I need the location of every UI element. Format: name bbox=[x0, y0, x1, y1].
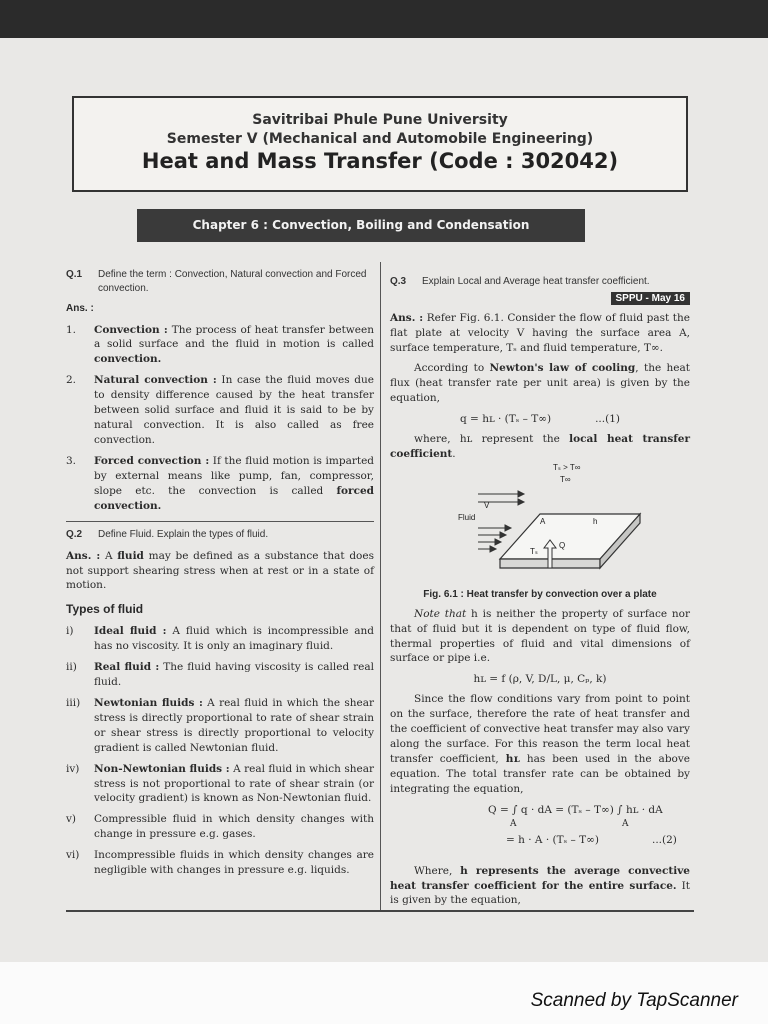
figure-caption: Fig. 6.1 : Heat transfer by convection over a plate bbox=[423, 588, 657, 600]
question-q2 bbox=[66, 528, 374, 542]
label-v: V bbox=[484, 500, 490, 510]
para-bold: local heat transfer coefficient bbox=[390, 432, 690, 460]
label-q: Q bbox=[559, 540, 566, 550]
label-tinf: T∞ bbox=[560, 474, 571, 484]
item-number: iii) bbox=[66, 697, 81, 709]
where-paragraph bbox=[390, 432, 690, 462]
list-item bbox=[66, 812, 374, 842]
item-term: Real fluid : bbox=[94, 661, 160, 674]
exam-tag bbox=[390, 291, 690, 306]
item-body bbox=[94, 624, 374, 654]
question-q3 bbox=[390, 275, 690, 289]
chapter-banner: Chapter 6 : Convection, Boiling and Condensation bbox=[137, 209, 585, 242]
label-h: h bbox=[593, 516, 598, 526]
item-term: Non-Newtonian fluids : bbox=[94, 762, 230, 775]
item-number: iv) bbox=[66, 762, 80, 775]
average-paragraph bbox=[390, 864, 690, 909]
answer-term: fluid bbox=[117, 549, 144, 562]
section-divider bbox=[66, 521, 374, 522]
plate-diagram bbox=[390, 464, 690, 588]
flow-paragraph bbox=[390, 692, 690, 796]
question-text: Define the term : Convection, Natural convection and Forced convection. bbox=[98, 269, 367, 295]
question-number: Q.3 bbox=[390, 276, 407, 287]
para-text: , the heat flux (heat transfer rate per unit area) is given by the equation, bbox=[390, 362, 691, 404]
list-item bbox=[66, 696, 374, 756]
item-body bbox=[94, 660, 374, 690]
para-bold: hʟ bbox=[505, 752, 520, 765]
right-column bbox=[390, 275, 690, 908]
exam-tag-label: SPPU - May 16 bbox=[611, 292, 690, 305]
item-text: In case the fluid moves due to density difference caused by the heat transfer between solid surface and fluid it is said to be by natural convection. It is also called as free convection. bbox=[94, 374, 374, 446]
left-column bbox=[66, 268, 374, 878]
answer-label: Ans. : bbox=[66, 549, 101, 562]
item-term: Natural convection : bbox=[94, 374, 217, 387]
item-body bbox=[94, 323, 374, 368]
header-box bbox=[72, 96, 688, 192]
answer-text: may be defined as a substance that does not support shearing stress when at rest or in a state of motion. bbox=[66, 549, 374, 592]
item-number: 3. bbox=[66, 454, 77, 467]
para-text: Since the flow conditions vary from point to point on the surface, therefore the rate of heat transfer and the coefficient of convective heat transfer may also vary along the surface. For this reason the term local heat transfer coefficient, bbox=[390, 693, 690, 765]
integral-subscript: A bbox=[510, 818, 517, 829]
item-text: Incompressible fluids in which density changes are negligible with changes in pressure e.g. liquids. bbox=[94, 849, 374, 877]
item-number: v) bbox=[66, 813, 77, 826]
figure-6-1 bbox=[390, 464, 690, 588]
list-item bbox=[66, 323, 374, 368]
item-number: 2. bbox=[66, 374, 77, 387]
label-ts: Tₛ bbox=[530, 546, 538, 556]
equation-text: q = hʟ · (Tₛ – T∞) bbox=[460, 412, 552, 425]
question-text: Explain Local and Average heat transfer coefficient. bbox=[422, 276, 650, 287]
item-body bbox=[94, 812, 374, 842]
equation-1 bbox=[390, 412, 690, 427]
item-term: Ideal fluid : bbox=[94, 625, 167, 638]
item-text: A real fluid in which shear stress is not proportional to rate of shear strain (or velocity gradient) is known as Non-Newtonian fluid. bbox=[94, 762, 374, 805]
scanner-watermark: Scanned by TapScanner bbox=[530, 990, 738, 1011]
answer-text: Refer Fig. 6.1. Consider the flow of fluid past the flat plate at velocity V having the surface area A, surface temperature, Tₛ and fluid temperature, T∞. bbox=[390, 312, 690, 355]
list-item bbox=[66, 762, 374, 807]
item-body bbox=[94, 762, 374, 807]
question-number: Q.1 bbox=[66, 269, 83, 280]
answer-label: Ans. : bbox=[390, 312, 424, 325]
question-text: Define Fluid. Explain the types of fluid. bbox=[98, 529, 269, 541]
list-item bbox=[66, 624, 374, 654]
plate-top bbox=[500, 514, 640, 559]
equation-number: ...(2) bbox=[652, 833, 677, 846]
item-number: vi) bbox=[66, 849, 80, 862]
item-body bbox=[94, 848, 374, 878]
equation-line-2: = h · A · (Tₛ – T∞) bbox=[506, 833, 599, 846]
para-text: h is neither the property of surface nor that of fluid but it is dependent on type of fluid flow, thermal properties of fluid and vital dimensions of surface or pipe i.e. bbox=[390, 607, 690, 665]
item-text: A real fluid in which the shear stress is directly proportional to rate of shear strain or shear stress is directly proportional to velocity gradient is called Newtonian fluid. bbox=[94, 697, 374, 754]
newton-paragraph bbox=[390, 361, 690, 406]
item-bold-end: forced convection. bbox=[94, 484, 374, 512]
para-text: It is given by the equation, bbox=[390, 879, 690, 907]
equation-2 bbox=[390, 803, 690, 859]
course-title: Heat and Mass Transfer (Code : 302042) bbox=[141, 149, 619, 173]
para-text: . bbox=[452, 447, 456, 460]
bottom-rule bbox=[66, 910, 694, 912]
para-bold: Newton's law of cooling bbox=[489, 362, 636, 375]
equation-hl bbox=[390, 672, 690, 687]
column-divider bbox=[380, 262, 381, 910]
para-text: has been used in the above equation. The total transfer rate can be obtained by integrating the equation, bbox=[390, 752, 691, 795]
integral-subscript: A bbox=[622, 818, 629, 829]
item-term: Forced convection : bbox=[94, 454, 210, 467]
item-number: ii) bbox=[66, 661, 77, 674]
para-bold: h represents the average convective heat transfer coefficient for the entire surface. bbox=[390, 864, 690, 892]
answer-label: Ans. : bbox=[66, 303, 94, 315]
item-number: i) bbox=[66, 625, 74, 638]
top-dark-strip bbox=[0, 0, 768, 38]
item-text: If the fluid motion is imparted by external means like pump, fan, compressor, slope etc. the convection is called bbox=[94, 454, 374, 497]
para-text: According to bbox=[414, 362, 490, 375]
list-item bbox=[66, 660, 374, 690]
item-body bbox=[94, 696, 374, 756]
para-text: where, hʟ represent the bbox=[414, 432, 570, 445]
answer-paragraph bbox=[66, 549, 374, 594]
para-italic: Note that bbox=[414, 607, 467, 620]
label-ts-gt-tinf: Tₛ > T∞ bbox=[553, 463, 581, 472]
equation-line-1: Q = ∫ q · dA = (Tₛ – T∞) ∫ hʟ · dA bbox=[488, 803, 663, 816]
answer-text: A bbox=[100, 549, 118, 562]
list-item bbox=[66, 454, 374, 514]
item-term: Convection : bbox=[94, 323, 168, 336]
item-body bbox=[94, 454, 374, 514]
semester-line: Semester V (Mechanical and Automobile Engineering) bbox=[166, 131, 594, 147]
answer-intro bbox=[390, 311, 690, 356]
item-text: A fluid which is incompressible and has no viscosity. It is only an imaginary fluid. bbox=[94, 625, 374, 653]
question-q1 bbox=[66, 268, 374, 296]
university-name: Savitribai Phule Pune University bbox=[252, 112, 508, 128]
item-text: The fluid having viscosity is called real fluid. bbox=[94, 661, 375, 689]
list-item bbox=[66, 373, 374, 448]
item-term: Newtonian fluids : bbox=[94, 697, 203, 709]
equation-text: hʟ = f (ρ, V, D/L, μ, Cₚ, k) bbox=[473, 673, 607, 686]
label-fluid: Fluid bbox=[458, 512, 476, 522]
item-body bbox=[94, 373, 374, 448]
list-item bbox=[66, 848, 374, 878]
item-number: 1. bbox=[66, 323, 77, 336]
equation-number: ...(1) bbox=[595, 412, 620, 425]
question-number: Q.2 bbox=[66, 529, 83, 541]
para-text: Where, bbox=[414, 864, 461, 877]
item-bold-end: convection. bbox=[94, 353, 162, 366]
note-paragraph bbox=[390, 607, 690, 667]
item-text: The process of heat transfer between a solid surface and the fluid in motion is called bbox=[94, 323, 374, 351]
label-area: A bbox=[540, 516, 546, 526]
types-heading: Types of fluid bbox=[66, 602, 144, 617]
item-text: Compressible fluid in which density changes with change in pressure e.g. gases. bbox=[94, 813, 374, 841]
